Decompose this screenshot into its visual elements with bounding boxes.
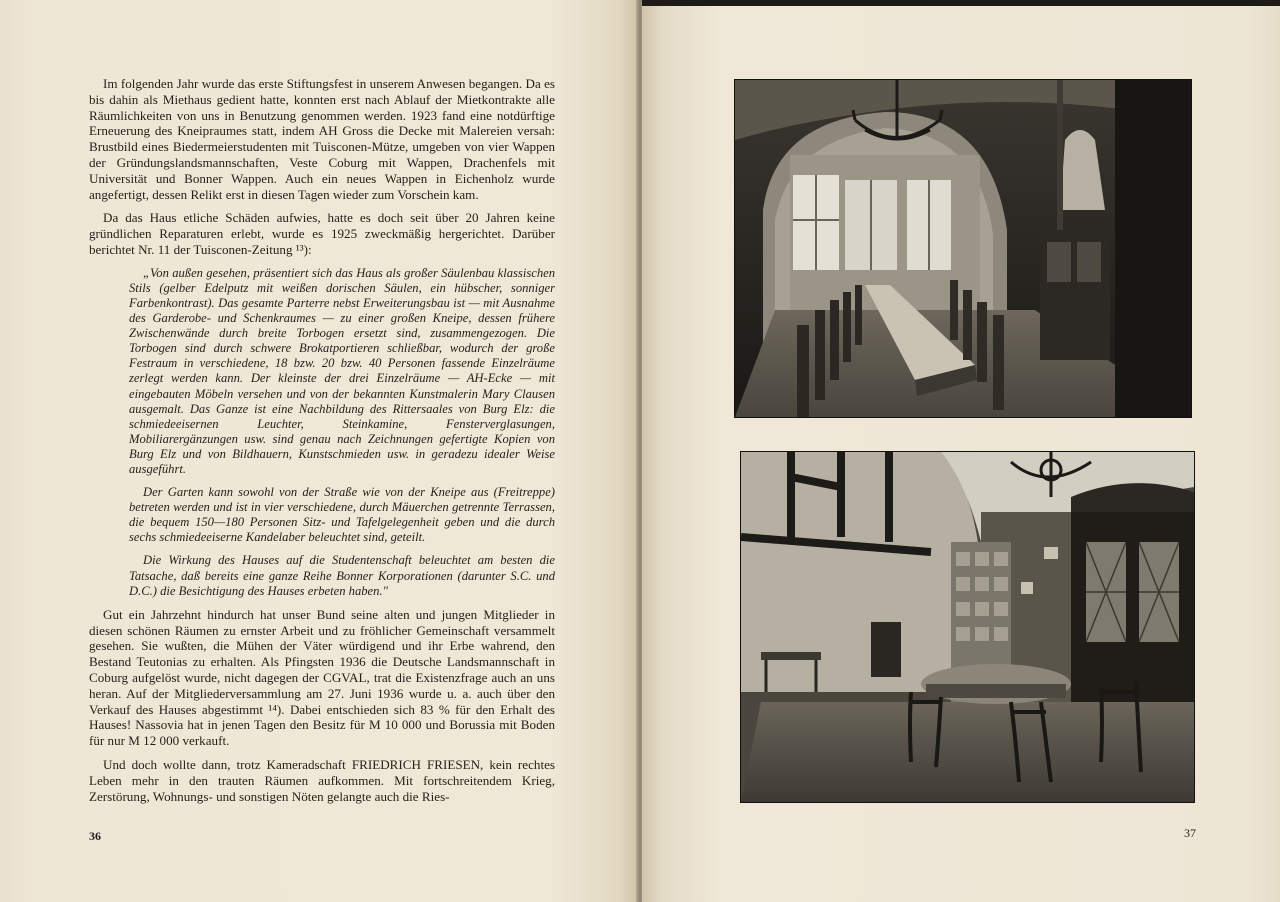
paragraph: Und doch wollte dann, trotz Kameradschaft FRIEDRICH FRIESEN, kein rechtes Leben mehr in den trauten Räumen aufkommen. Mit fortschreitendem Krieg, Zerstörung, Wohnungs- und sonstigen Nöten gelangte auch die Ries- (89, 756, 555, 804)
quote-paragraph: Die Wirkung des Hauses auf die Studentenschaft beleuchtet am besten die Tatsache, daß bereits eine ganze Reihe Bonner Korporationen (darunter S.C. und D.C.) die Besichtigung des Hauses erbeten haben." (129, 553, 555, 598)
hall-illustration (735, 80, 1191, 417)
page-number-right: 37 (1184, 826, 1196, 840)
newspaper-quote (89, 266, 555, 599)
photo-hall-long-table (735, 80, 1191, 417)
paragraph: Im folgenden Jahr wurde das erste Stiftungsfest in unserem Anwesen begangen. Da es bis dahin als Miethaus gedient hatte, konnten erst nach Ablauf der Mietkontrakte alle Räumlichkeiten von uns in Benutzung genommen werden. 1923 fand eine notdürftige Erneuerung des Kneipraumes statt, indem AH Gross die Decke mit Malereien versah: Brustbild eines Biedermeierstudenten mit Tuisconen-Mütze, umgeben von vier Wappen der Gründungslandsmannschaften, Veste Coburg mit Wappen, Drachenfels mit Universität und Bonner Wappen. Auch ein neues Wappen in Eichenholz wurde angefertigt, dessen Relikt erst in diesen Tagen wieder zum Vorschein kam. (89, 76, 555, 202)
quote-paragraph: Der Garten kann sowohl von der Straße wie von der Kneipe aus (Freitreppe) betreten werden und ist in vier verschiedene, durch Mäuerchen getrennte Terrassen, die bequem 150—180 Personen Sitz- und Tafelgelegenheit geben und die durch sechs schmiedeeiserne Kandelaber beleuchtet sind, geteilt. (129, 485, 555, 545)
photo-room-round-table (741, 452, 1194, 802)
paragraph: Da das Haus etliche Schäden aufwies, hatte es doch seit über 20 Jahren keine gründlichen Reparaturen erlebt, wurde es 1925 zweckmäßig hergerichtet. Darüber berichtet Nr. 11 der Tuisconen-Zeitung ¹³): (89, 210, 555, 257)
left-page (0, 0, 638, 902)
quote-paragraph: „Von außen gesehen, präsentiert sich das Haus als großer Säulenbau klassischen Stils (gelber Edelputz mit weißen dorischen Säulen, ein hübscher, sonniger Farbenkontrast). Das gesamte Parterre nebst Erweiterungsbau ist — mit Ausnahme des Garderobe- und Schenkraumes — zu einer großen Kneipe, dessen frühere Zwischenwände durch breite Torbogen ersetzt sind, zusammengezogen. Die Torbogen sind durch schwere Brokatportieren schließbar, wodurch der große Festraum in verschiedene, 18 bzw. 20 bzw. 40 Personen fassende Einzelräume zerlegt werden kann. Der kleinste der drei Einzelräume — AH-Ecke — mit eingebauten Möbeln versehen und von der bekannten Kunstmalerin Mary Clausen ausgemalt. Das Ganze ist eine Nachbildung des Rittersaales von Burg Elz: die schmiedeeisernen Leuchter, Steinkamine, Fensterverglasungen, Mobiliarergänzungen usw. sind genau nach Zeichnungen gefertigte Kopien von Burg Elz und von Bildhauern, Kunstschmieden usw. in geradezu idealer Weise ausgeführt. (129, 265, 555, 476)
page-number-left: 36 (89, 829, 101, 843)
room-illustration (741, 452, 1194, 802)
top-edge-shadow (642, 0, 1280, 6)
left-page-text (89, 76, 555, 812)
paragraph: Gut ein Jahrzehnt hindurch hat unser Bund seine alten und jungen Mitglieder in diesen schönen Räumen zu ernster Arbeit und zu fröhlicher Gemeinschaft versammelt gesehen. Sie wußten, die Mühen der Väter würdigend und ihr Erbe wahrend, den Bestand Teutonias zu erhalten. Als Pfingsten 1936 die Deutsche Landsmannschaft in Coburg aufgelöst wurde, nicht dagegen der CGVAL, trat die Existenzfrage auch an uns heran. Auf der Mitgliederversammlung am 27. Juni 1936 wurde u. a. auch über den Verkauf des Hauses abgestimmt ¹⁴). Dabei entschieden sich 83 % für den Erhalt des Hauses! Nassovia hat in jenen Tagen den Besitz für M 10 000 und Borussia mit Boden für nur M 12 000 verkauft. (89, 606, 555, 749)
